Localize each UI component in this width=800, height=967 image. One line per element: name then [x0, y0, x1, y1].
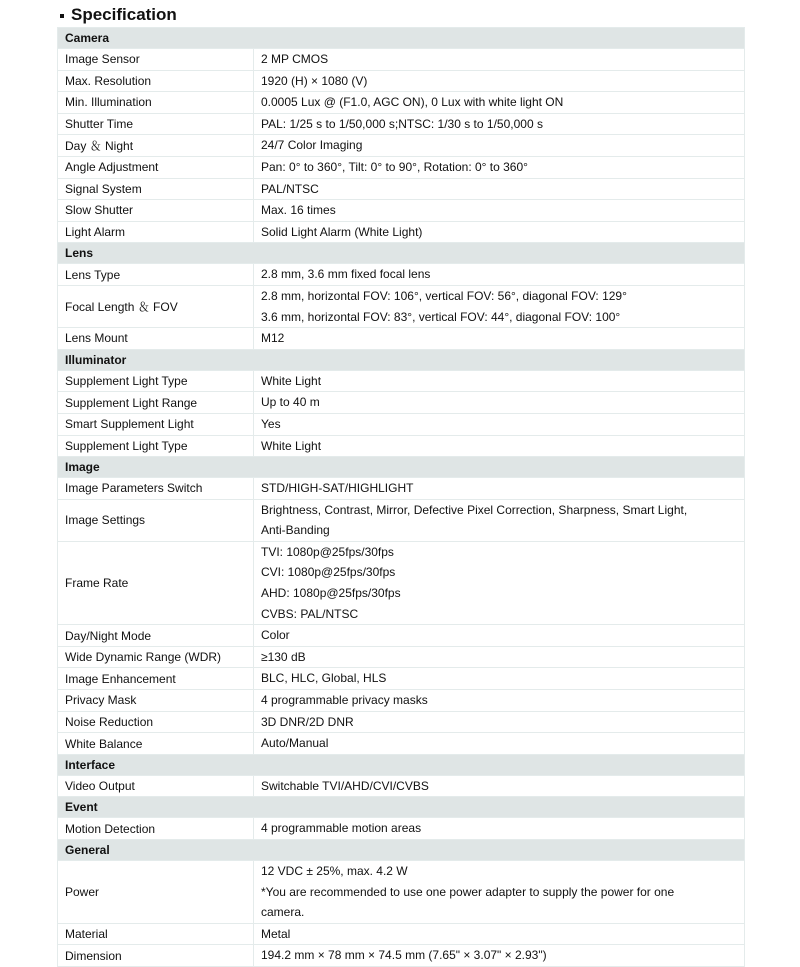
section-title: Interface — [58, 754, 745, 775]
spec-row — [58, 156, 745, 178]
spec-value-line: Up to 40 m — [261, 395, 320, 410]
spec-label: Supplement Light Range — [58, 392, 254, 414]
spec-value-line: BLC, HLC, Global, HLS — [261, 671, 387, 686]
spec-value — [254, 200, 745, 222]
spec-value — [254, 945, 745, 967]
spec-label: Motion Detection — [58, 818, 254, 840]
spec-value — [254, 285, 745, 327]
spec-row — [58, 711, 745, 733]
spec-label: Dimension — [58, 945, 254, 967]
spec-row — [58, 200, 745, 222]
spec-value — [254, 264, 745, 286]
section-header-row — [58, 840, 745, 861]
spec-value — [254, 178, 745, 200]
spec-value-line: 0.0005 Lux @ (F1.0, AGC ON), 0 Lux with white light ON — [261, 95, 564, 110]
spec-row — [58, 413, 745, 435]
spec-value — [254, 861, 745, 924]
spec-value — [254, 818, 745, 840]
spec-label: Video Output — [58, 775, 254, 797]
section-header-row — [58, 243, 745, 264]
spec-value — [254, 711, 745, 733]
spec-value-line: 24/7 Color Imaging — [261, 138, 363, 153]
spec-row — [58, 668, 745, 690]
spec-value — [254, 775, 745, 797]
section-header-row — [58, 349, 745, 370]
spec-value-line: 3D DNR/2D DNR — [261, 714, 354, 729]
spec-value-line: ≥130 dB — [261, 649, 306, 664]
spec-label: Power — [58, 861, 254, 924]
spec-value-line: 3.6 mm, horizontal FOV: 83°, vertical FOV: 44°, diagonal FOV: 100° — [261, 309, 621, 324]
spec-value — [254, 135, 745, 157]
section-title: Event — [58, 797, 745, 818]
spec-row — [58, 370, 745, 392]
spec-label: Min. Illumination — [58, 92, 254, 114]
spec-value-line: Auto/Manual — [261, 736, 329, 751]
spec-value — [254, 923, 745, 945]
spec-label: Image Enhancement — [58, 668, 254, 690]
spec-row — [58, 178, 745, 200]
spec-row — [58, 264, 745, 286]
spec-value — [254, 541, 745, 624]
section-header-row — [58, 754, 745, 775]
spec-value-line: 1920 (H) × 1080 (V) — [261, 73, 368, 88]
spec-row — [58, 499, 745, 541]
spec-value-line: 2 MP CMOS — [261, 52, 329, 66]
spec-value-line: AHD: 1080p@25fps/30fps — [261, 586, 401, 601]
spec-value — [254, 478, 745, 500]
spec-row — [58, 135, 745, 157]
spec-value — [254, 625, 745, 647]
spec-label: Supplement Light Type — [58, 435, 254, 457]
spec-label: White Balance — [58, 733, 254, 755]
section-title: Camera — [58, 28, 745, 49]
spec-label: Light Alarm — [58, 221, 254, 243]
spec-value-line: 194.2 mm × 78 mm × 74.5 mm (7.65" × 3.07" × 2.93") — [261, 948, 547, 963]
spec-value-line: 4 programmable motion areas — [261, 821, 422, 836]
spec-value-line: TVI: 1080p@25fps/30fps — [261, 544, 394, 559]
spec-value — [254, 690, 745, 712]
spec-row — [58, 49, 745, 71]
spec-row — [58, 733, 745, 755]
section-title: Lens — [58, 243, 745, 264]
spec-value-line: PAL/NTSC — [261, 181, 319, 196]
spec-value-line: 2.8 mm, horizontal FOV: 106°, vertical FOV: 56°, diagonal FOV: 129° — [261, 288, 627, 303]
spec-label: Material — [58, 923, 254, 945]
spec-value — [254, 221, 745, 243]
spec-value — [254, 413, 745, 435]
spec-value-line: PAL: 1/25 s to 1/50,000 s;NTSC: 1/30 s to 1/50,000 s — [261, 116, 543, 131]
title-text: Specification — [71, 5, 177, 24]
spec-row — [58, 923, 745, 945]
spec-value-line: camera. — [261, 905, 305, 920]
spec-row — [58, 285, 745, 327]
spec-value-line: 2.8 mm, 3.6 mm fixed focal lens — [261, 267, 431, 282]
spec-value-line: CVBS: PAL/NTSC — [261, 606, 359, 621]
specification-table-body — [58, 28, 745, 967]
spec-row — [58, 945, 745, 967]
spec-value — [254, 49, 745, 71]
spec-row — [58, 328, 745, 350]
spec-value — [254, 92, 745, 114]
spec-row — [58, 221, 745, 243]
spec-value-line: Brightness, Contrast, Mirror, Defective Pixel Correction, Sharpness, Smart Light, — [261, 502, 688, 517]
spec-label: Lens Type — [58, 264, 254, 286]
spec-value-line: Yes — [261, 416, 281, 431]
spec-label: Wide Dynamic Range (WDR) — [58, 646, 254, 668]
spec-label: Frame Rate — [58, 541, 254, 624]
spec-row — [58, 818, 745, 840]
spec-row — [58, 392, 745, 414]
spec-label: Supplement Light Type — [58, 370, 254, 392]
section-title: Illuminator — [58, 349, 745, 370]
spec-row — [58, 775, 745, 797]
spec-label: Signal System — [58, 178, 254, 200]
spec-label: Privacy Mask — [58, 690, 254, 712]
spec-value — [254, 435, 745, 457]
section-title: General — [58, 840, 745, 861]
spec-value — [254, 70, 745, 92]
spec-value-line: Max. 16 times — [261, 203, 336, 218]
spec-value — [254, 113, 745, 135]
section-title: Image — [58, 457, 745, 478]
spec-value-line: White Light — [261, 373, 322, 388]
spec-row — [58, 861, 745, 924]
spec-value-line: *You are recommended to use one power adapter to supply the power for one — [261, 884, 675, 899]
spec-value — [254, 370, 745, 392]
spec-value-line: Anti-Banding — [261, 523, 330, 538]
spec-label: Angle Adjustment — [58, 156, 254, 178]
spec-row — [58, 478, 745, 500]
spec-value-line: 4 programmable privacy masks — [261, 693, 428, 708]
spec-value-line: Solid Light Alarm (White Light) — [261, 224, 423, 239]
spec-value-line: Color — [261, 628, 290, 643]
spec-value — [254, 392, 745, 414]
section-header-row — [58, 457, 745, 478]
spec-row — [58, 690, 745, 712]
spec-value-line: CVI: 1080p@25fps/30fps — [261, 565, 396, 580]
spec-label: Slow Shutter — [58, 200, 254, 222]
spec-row — [58, 92, 745, 114]
spec-value — [254, 668, 745, 690]
spec-value-line: White Light — [261, 438, 322, 453]
spec-value — [254, 646, 745, 668]
spec-value-line: M12 — [261, 331, 285, 346]
spec-value-line: 12 VDC ± 25%, max. 4.2 W — [261, 864, 408, 878]
spec-value — [254, 328, 745, 350]
spec-row — [58, 541, 745, 624]
spec-row — [58, 646, 745, 668]
spec-label: Day/Night Mode — [58, 625, 254, 647]
section-header-row — [58, 28, 745, 49]
spec-row — [58, 113, 745, 135]
bullet-icon — [60, 14, 64, 18]
spec-value — [254, 156, 745, 178]
spec-label: Image Sensor — [58, 49, 254, 71]
spec-value-line: Pan: 0° to 360°, Tilt: 0° to 90°, Rotation: 0° to 360° — [261, 159, 528, 174]
spec-value-line: Switchable TVI/AHD/CVI/CVBS — [261, 778, 429, 793]
spec-value-line: STD/HIGH-SAT/HIGHLIGHT — [261, 481, 414, 496]
spec-label: Shutter Time — [58, 113, 254, 135]
spec-label: Focal Length ＆ FOV — [58, 285, 254, 327]
spec-label: Day ＆ Night — [58, 135, 254, 157]
spec-label: Max. Resolution — [58, 70, 254, 92]
spec-row — [58, 625, 745, 647]
specification-table — [57, 27, 745, 967]
spec-label: Smart Supplement Light — [58, 413, 254, 435]
spec-value-line: Metal — [261, 926, 291, 941]
spec-value — [254, 733, 745, 755]
spec-label: Noise Reduction — [58, 711, 254, 733]
spec-row — [58, 435, 745, 457]
spec-value — [254, 499, 745, 541]
spec-row — [58, 70, 745, 92]
spec-label: Image Parameters Switch — [58, 478, 254, 500]
page-title — [60, 5, 177, 25]
spec-label: Image Settings — [58, 499, 254, 541]
spec-label: Lens Mount — [58, 328, 254, 350]
section-header-row — [58, 797, 745, 818]
